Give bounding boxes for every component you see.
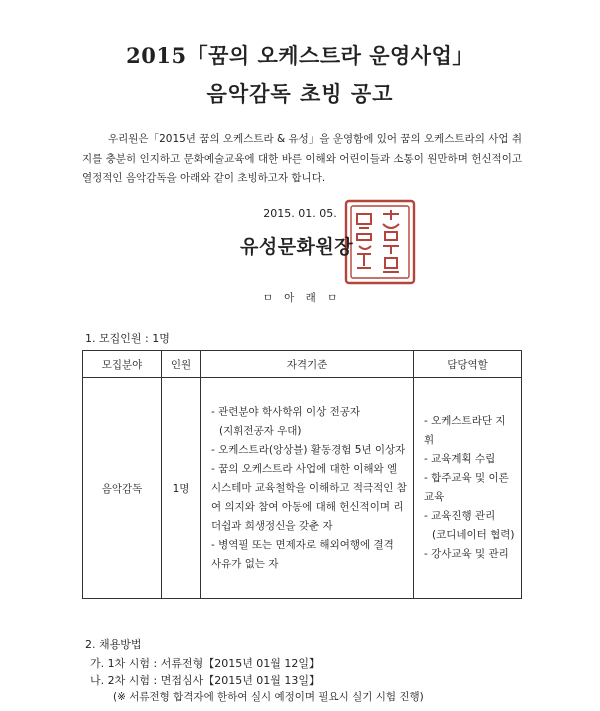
role-item: - 합주교육 및 이론교육 (424, 472, 509, 503)
role-item: (코디네이터 협력) (432, 529, 515, 541)
method-second-exam: 나. 2차 시험 : 면접심사【2015년 01월 13일】 (90, 674, 321, 687)
intro-paragraph: 우리원은「2015년 꿈의 오케스트라 & 유성」을 운영함에 있어 꿈의 오케스트라의 사업 취지를 충분히 인지하고 문화예술교육에 대한 바른 이해와 어린이들과 소통이 원만하며 헌신적이고 열정적인 음악감독을 아래와 같이 초빙하고자 합니다. (82, 133, 522, 184)
official-seal-icon (343, 198, 417, 286)
method-note: (※ 서류전형 합격자에 한하여 실시 예정이며 필요시 실기 시험 진행) (113, 691, 424, 703)
notice-date: 2015. 01. 05. (263, 207, 337, 220)
role-item: - 교육진행 관리 (424, 510, 496, 522)
header-field: 모집분야 (83, 351, 162, 378)
table-row (83, 378, 522, 599)
role-item: - 오케스트라단 지휘 (424, 415, 506, 446)
title-line-1: 2015「꿈의 오케스트라 운영사업」 (126, 43, 474, 68)
recruitment-table (82, 350, 522, 599)
qualification-item: - 꿈의 오케스트라 사업에 대한 이해와 엘시스테마 교육철학을 이해하고 적극적인 참여 의지와 참여 아동에 대해 헌신적이며 리더쉽과 희생정신을 갖춘 자 (211, 462, 407, 532)
title-line-2: 음악감독 초빙 공고 (206, 81, 394, 106)
issuer-name: 유성문화원장 (240, 236, 354, 258)
section-2-heading: 2. 채용방법 (85, 638, 142, 651)
role-item: - 강사교육 및 관리 (424, 548, 509, 560)
table-header-row (83, 351, 522, 378)
method-first-exam: 가. 1차 시험 : 서류전형【2015년 01월 12일】 (90, 657, 321, 670)
cell-field: 음악감독 (83, 378, 162, 599)
below-marker: ㅁ 아 래 ㅁ (262, 292, 338, 304)
header-roles: 담당역할 (414, 351, 522, 378)
cell-roles (414, 378, 522, 599)
cell-qualifications (201, 378, 414, 599)
cell-count: 1명 (162, 378, 201, 599)
header-qualifications: 자격기준 (201, 351, 414, 378)
qualification-item: (지휘전공자 우대) (219, 424, 302, 437)
qualification-item: - 병역필 또는 면제자로 해외여행에 결격 사유가 없는 자 (211, 538, 394, 570)
section-1-heading: 1. 모집인원 : 1명 (85, 332, 170, 345)
header-count: 인원 (162, 351, 201, 378)
role-item: - 교육계획 수립 (424, 453, 496, 465)
qualification-item: - 관련분야 학사학위 이상 전공자 (211, 405, 360, 418)
qualification-item: - 오케스트라(앙상블) 활동경험 5년 이상자 (211, 443, 406, 456)
